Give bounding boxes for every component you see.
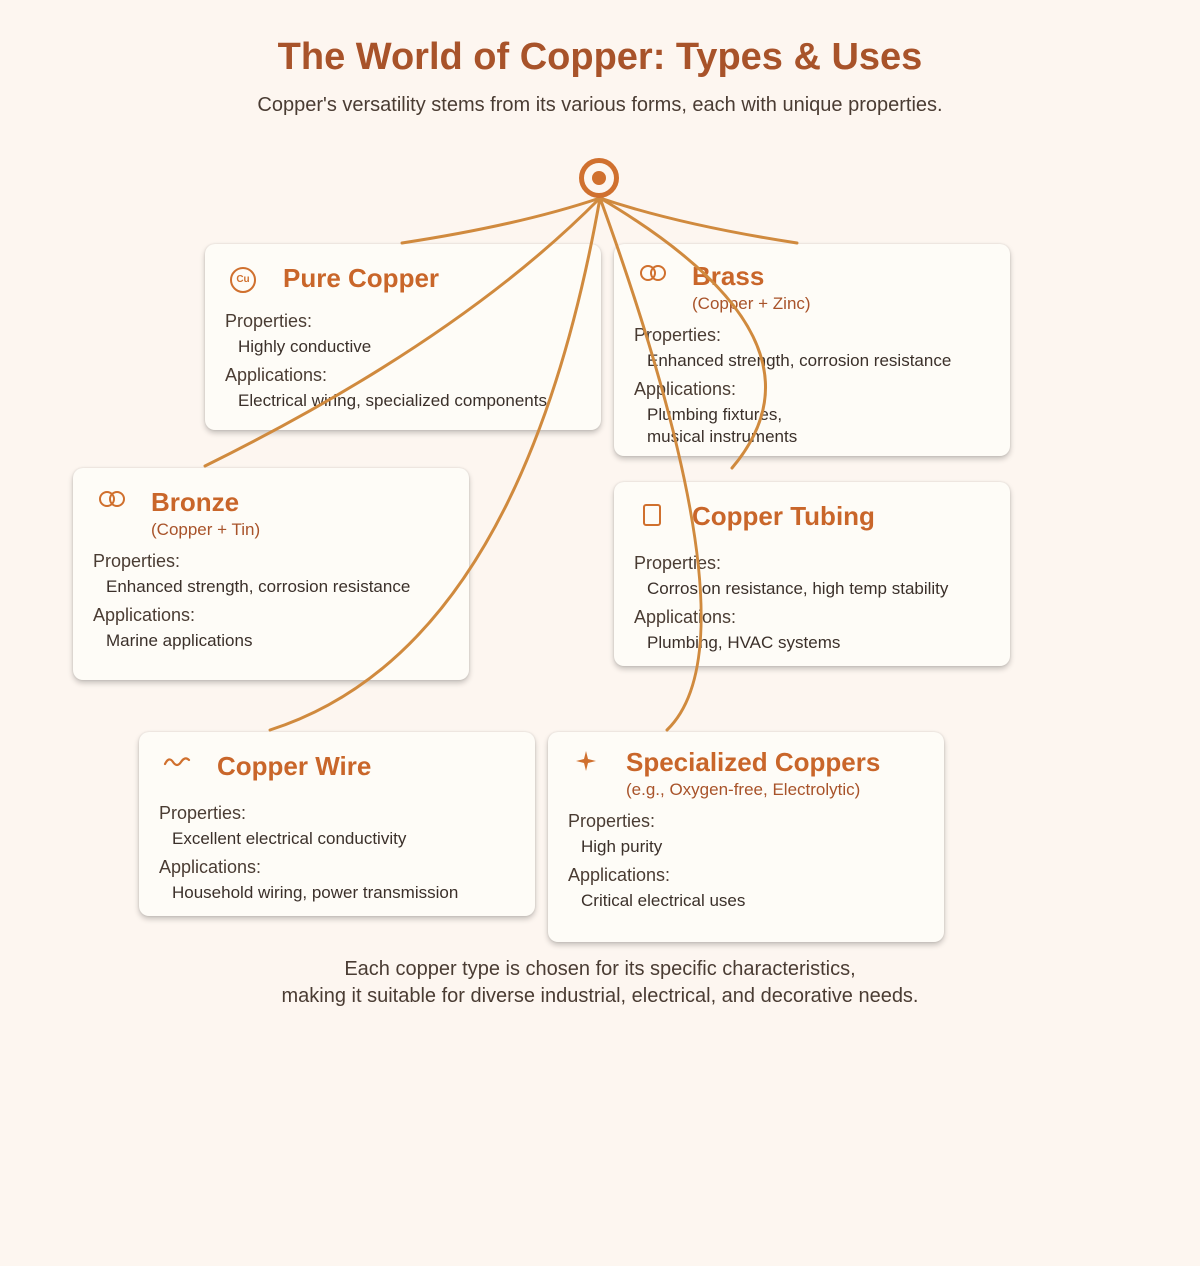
card-subtitle: (Copper + Tin) (151, 520, 261, 539)
connector-brass (600, 198, 797, 243)
page-subtitle: Copper's versatility stems from its various forms, each with unique properties. (257, 94, 943, 116)
applications-value: Plumbing, HVAC systems (647, 633, 841, 652)
properties-value: Enhanced strength, corrosion resistance (647, 351, 952, 370)
applications-label: Applications: (568, 865, 671, 885)
cu-element-text: Cu (230, 267, 256, 293)
card-subtitle: (Copper + Zinc) (692, 294, 811, 313)
cu-element-icon (225, 266, 261, 293)
properties-label: Properties: (568, 811, 656, 831)
wave-icon (159, 754, 195, 775)
properties-label: Properties: (93, 551, 181, 571)
properties-label: Properties: (634, 325, 722, 345)
tube-icon (634, 504, 670, 531)
properties-value: Highly conductive (238, 337, 372, 356)
applications-value: Marine applications (106, 631, 253, 650)
applications-value-line1: Plumbing fixtures, (647, 405, 783, 424)
card-title: Specialized Coppers (626, 747, 881, 777)
properties-value: Corrosion resistance, high temp stability (647, 579, 949, 598)
linked-rings-icon (93, 490, 129, 511)
card-title: Brass (692, 261, 765, 291)
properties-label: Properties: (634, 553, 722, 573)
card-brass (614, 244, 1010, 456)
applications-label: Applications: (225, 365, 328, 385)
applications-label: Applications: (634, 379, 737, 399)
applications-label: Applications: (634, 607, 737, 627)
card-bronze (73, 468, 469, 680)
linked-rings-icon (634, 264, 670, 285)
card-copper-tubing (614, 482, 1010, 666)
connector-pure-copper (402, 198, 600, 243)
page-title: The World of Copper: Types & Uses (277, 36, 923, 78)
card-title: Bronze (151, 487, 240, 517)
sparkle-icon (568, 750, 604, 778)
applications-value: Critical electrical uses (581, 891, 746, 910)
footer-line-1: Each copper type is chosen for its specific characteristics, (344, 958, 856, 980)
applications-label: Applications: (93, 605, 196, 625)
properties-label: Properties: (225, 311, 313, 331)
card-subtitle: (e.g., Oxygen-free, Electrolytic) (626, 780, 861, 799)
card-title: Pure Copper (283, 263, 440, 293)
applications-value-line2: musical instruments (647, 427, 798, 446)
footer-line-2: making it suitable for diverse industrial, electrical, and decorative needs. (281, 985, 919, 1007)
applications-value: Household wiring, power transmission (172, 883, 459, 902)
central-hub-icon (579, 158, 619, 198)
card-specialized-coppers (548, 732, 944, 942)
properties-value: Excellent electrical conductivity (172, 829, 407, 848)
properties-value: Enhanced strength, corrosion resistance (106, 577, 411, 596)
properties-value: High purity (581, 837, 663, 856)
properties-label: Properties: (159, 803, 247, 823)
card-pure-copper (205, 244, 601, 430)
card-copper-wire (139, 732, 535, 916)
card-title: Copper Tubing (692, 501, 875, 531)
applications-value: Electrical wiring, specialized components (238, 391, 547, 410)
footer-note (0, 956, 1200, 1010)
card-title: Copper Wire (217, 751, 372, 781)
applications-label: Applications: (159, 857, 262, 877)
